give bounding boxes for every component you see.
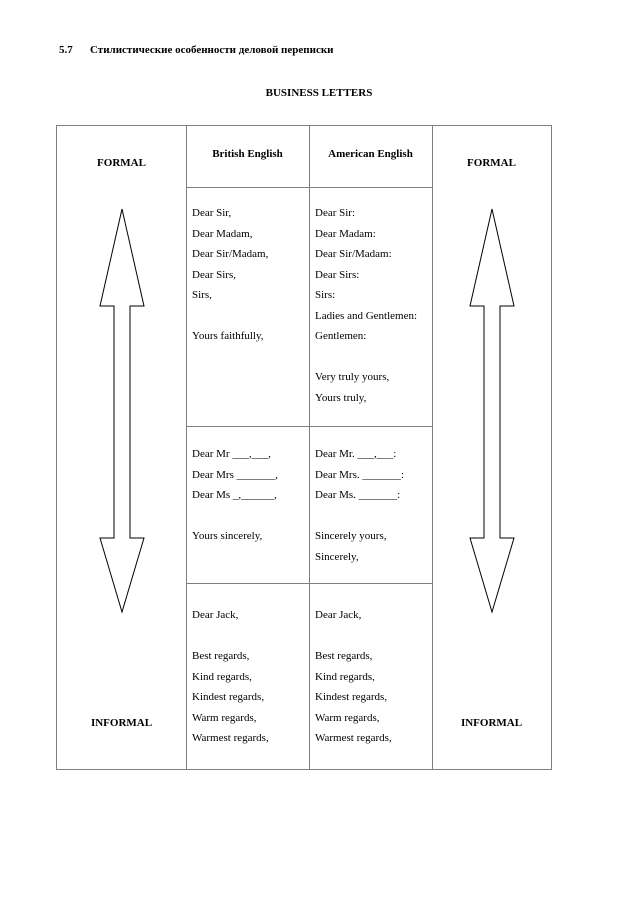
closing-line: Yours truly,	[315, 391, 367, 404]
greeting-line: Dear Mrs. _______:	[315, 468, 404, 481]
blank-line	[315, 626, 392, 647]
closing-line: Kindest regards,	[315, 691, 388, 703]
greeting-line: Dear Jack,	[315, 609, 362, 621]
closing-line: Yours faithfully,	[192, 330, 264, 342]
greeting-line: Dear Mr ___,___,	[192, 448, 271, 460]
greeting-line: Dear Sirs:	[315, 268, 360, 281]
greeting-line: Ladies and Gentlemen:	[315, 309, 418, 322]
greeting-line: Sirs:	[315, 289, 336, 301]
british-informal-cell	[192, 605, 269, 749]
page-subtitle: BUSINESS LETTERS	[265, 87, 373, 99]
closing-line: Very truly yours,	[315, 371, 390, 383]
greeting-line: Dear Madam,	[192, 227, 253, 240]
closing-line: Warmest regards,	[192, 732, 269, 744]
british-semiformal-cell	[192, 444, 278, 547]
closing-line: Best regards,	[192, 650, 250, 662]
greeting-line: Dear Sir/Madam:	[315, 248, 392, 260]
column-divider	[309, 126, 310, 769]
greeting-line: Dear Mr. ___,___:	[315, 448, 397, 460]
closing-line: Sincerely,	[315, 550, 359, 563]
american-informal-cell	[315, 605, 392, 749]
blank-line	[192, 626, 269, 647]
section-title: Стилистические особенности деловой переписки	[90, 44, 334, 56]
blank-line	[192, 506, 278, 527]
section-heading	[59, 44, 334, 56]
greeting-line: Dear Mrs _______,	[192, 468, 278, 481]
greeting-line: Gentlemen:	[315, 330, 367, 342]
row-divider	[186, 426, 432, 427]
closing-line: Kind regards,	[315, 670, 375, 683]
left-informal-label: INFORMAL	[90, 717, 153, 729]
section-number: 5.7	[59, 44, 73, 56]
blank-line	[192, 306, 268, 327]
row-divider	[186, 583, 432, 584]
column-divider	[186, 126, 187, 769]
left-formal-label: FORMAL	[97, 157, 146, 169]
closing-line: Kind regards,	[192, 670, 252, 683]
closing-line: Best regards,	[315, 650, 373, 662]
american-formal-cell	[315, 203, 417, 408]
greeting-line: Dear Madam:	[315, 227, 376, 240]
greeting-line: Dear Ms. _______:	[315, 489, 401, 501]
british-formal-cell	[192, 203, 268, 347]
closing-line: Warm regards,	[315, 711, 380, 724]
closing-line: Warm regards,	[192, 711, 257, 724]
closing-line: Sincerely yours,	[315, 530, 387, 542]
right-formal-label: FORMAL	[467, 157, 516, 169]
blank-line	[315, 347, 417, 368]
greeting-line: Sirs,	[192, 289, 212, 301]
greeting-line: Dear Jack,	[192, 609, 239, 621]
left-double-arrow-icon	[98, 208, 146, 614]
blank-line	[315, 506, 404, 527]
closing-line: Kindest regards,	[192, 691, 265, 703]
business-letters-table	[56, 125, 552, 770]
right-double-arrow-icon	[468, 208, 516, 614]
american-english-header: American English	[328, 148, 413, 160]
column-divider	[432, 126, 433, 769]
greeting-line: Dear Sir:	[315, 207, 356, 219]
greeting-line: Dear Sirs,	[192, 268, 236, 281]
british-english-header: British English	[212, 148, 283, 160]
right-informal-label: INFORMAL	[460, 717, 523, 729]
closing-line: Warmest regards,	[315, 732, 392, 744]
closing-line: Yours sincerely,	[192, 530, 263, 542]
greeting-line: Dear Ms _,______,	[192, 489, 277, 501]
greeting-line: Dear Sir/Madam,	[192, 248, 269, 260]
greeting-line: Dear Sir,	[192, 207, 232, 219]
row-divider	[186, 187, 432, 188]
american-semiformal-cell	[315, 444, 404, 567]
